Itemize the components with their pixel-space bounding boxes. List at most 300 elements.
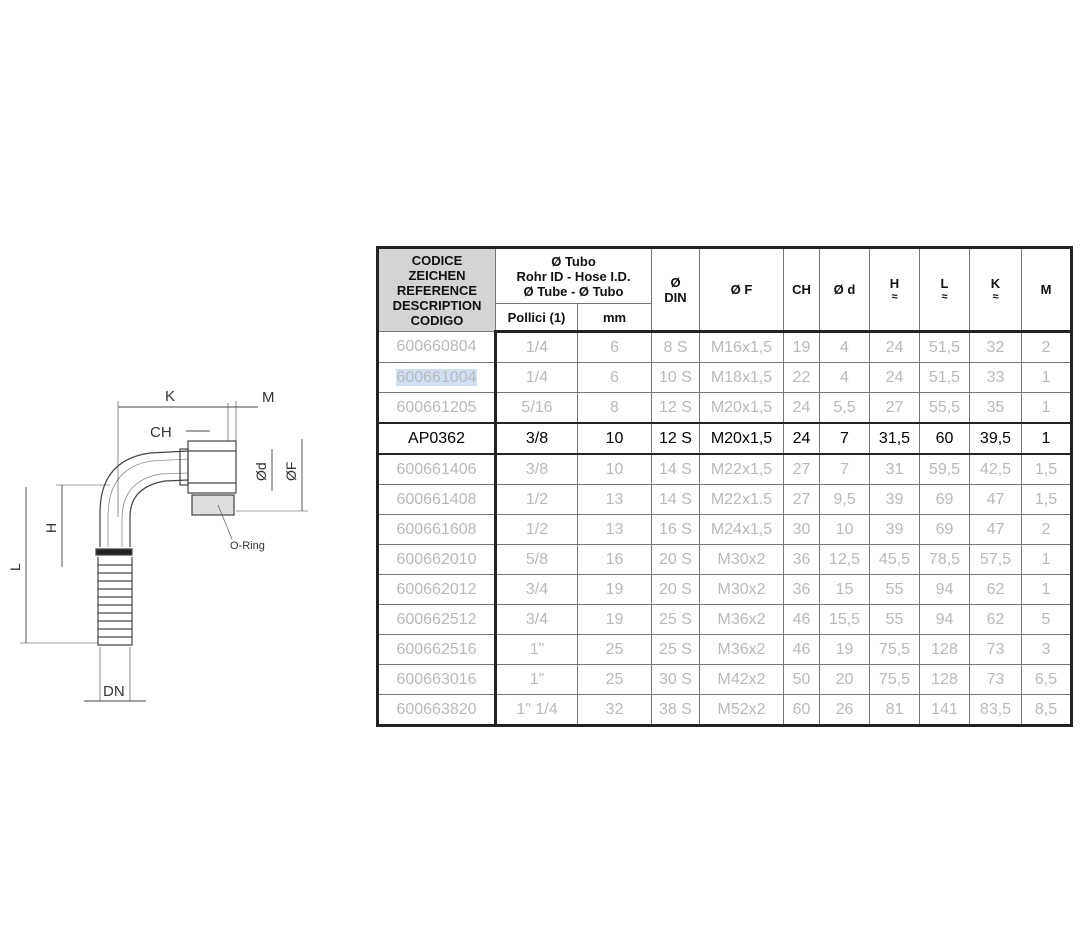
cell-text: 3/4 xyxy=(525,610,549,628)
cell-text: 1,5 xyxy=(1034,490,1058,508)
cell-text: 13 xyxy=(605,490,624,508)
cell-mm xyxy=(578,545,652,575)
cell-l xyxy=(920,393,970,424)
cell-din xyxy=(652,635,700,665)
cell-f xyxy=(700,485,784,515)
cell-text: 60 xyxy=(935,429,954,447)
cell-m xyxy=(1022,515,1072,545)
cell-mm xyxy=(578,635,652,665)
cell-text: 25 S xyxy=(659,610,692,628)
cell-text: 1" xyxy=(529,640,545,658)
cell-text: 30 S xyxy=(659,670,692,688)
cell-text: M42x2 xyxy=(717,670,766,688)
cell-text: 62 xyxy=(986,610,1005,628)
cell-ch xyxy=(784,515,820,545)
cell-text: 25 xyxy=(605,670,624,688)
cell-pollici xyxy=(496,363,578,393)
cell-text: M18x1,5 xyxy=(710,368,773,386)
cell-l xyxy=(920,545,970,575)
cell-l xyxy=(920,485,970,515)
cell-ch xyxy=(784,393,820,424)
cell-text: 19 xyxy=(605,580,624,598)
cell-ch xyxy=(784,665,820,695)
cell-text: 19 xyxy=(792,338,811,356)
cell-text: 16 S xyxy=(659,520,692,538)
cell-mm xyxy=(578,454,652,485)
cell-text: 31 xyxy=(885,460,904,478)
cell-k xyxy=(970,545,1022,575)
cell-text: 69 xyxy=(935,490,954,508)
cell-text: 7 xyxy=(840,460,849,478)
cell-text: 600661406 xyxy=(396,460,477,478)
cell-ch xyxy=(784,485,820,515)
cell-l xyxy=(920,635,970,665)
cell-m xyxy=(1022,575,1072,605)
cell-mm xyxy=(578,515,652,545)
cell-mm xyxy=(578,665,652,695)
cell-text: 6 xyxy=(610,338,619,356)
cell-f xyxy=(700,605,784,635)
table-row xyxy=(378,545,1072,575)
cell-text: 600663016 xyxy=(396,670,477,688)
cell-text: 47 xyxy=(986,520,1005,538)
cell-f xyxy=(700,454,784,485)
cell-m xyxy=(1022,605,1072,635)
cell-text: 15,5 xyxy=(828,610,861,628)
dim-m-label: M xyxy=(262,389,275,406)
cell-f xyxy=(700,332,784,363)
cell-din xyxy=(652,695,700,726)
cell-l xyxy=(920,515,970,545)
cell-text: 600661408 xyxy=(396,490,477,508)
cell-d xyxy=(820,635,870,665)
cell-k xyxy=(970,575,1022,605)
cell-f xyxy=(700,665,784,695)
cell-pollici xyxy=(496,575,578,605)
cell-text: 24 xyxy=(885,368,904,386)
cell-pollici xyxy=(496,515,578,545)
cell-text: 24 xyxy=(792,398,811,416)
cell-pollici xyxy=(496,423,578,454)
cell-text: 3/4 xyxy=(525,580,549,598)
cell-text: 47 xyxy=(986,490,1005,508)
cell-text: M30x2 xyxy=(717,550,766,568)
din-header: Ø DIN xyxy=(652,248,700,332)
cell-code[interactable] xyxy=(378,332,496,363)
table-row xyxy=(378,575,1072,605)
cell-text: 32 xyxy=(605,700,624,718)
cell-d xyxy=(820,695,870,726)
cell-text: 33 xyxy=(986,368,1005,386)
cell-text: 39,5 xyxy=(979,429,1012,447)
cell-text: 22 xyxy=(792,368,811,386)
cell-text: 25 S xyxy=(659,640,692,658)
cell-text: 1/2 xyxy=(525,520,549,538)
cell-text: 57,5 xyxy=(979,550,1012,568)
cell-k xyxy=(970,363,1022,393)
cell-f xyxy=(700,635,784,665)
cell-m xyxy=(1022,423,1072,454)
cell-text: 27 xyxy=(792,490,811,508)
cell-text: M16x1,5 xyxy=(710,338,773,356)
cell-h xyxy=(870,695,920,726)
cell-text: M30x2 xyxy=(717,580,766,598)
cell-code[interactable] xyxy=(378,393,496,424)
cell-mm xyxy=(578,332,652,363)
cell-mm xyxy=(578,363,652,393)
f-header: Ø F xyxy=(700,248,784,332)
cell-text: 55 xyxy=(885,580,904,598)
cell-d xyxy=(820,515,870,545)
cell-h xyxy=(870,332,920,363)
cell-text: 5 xyxy=(1041,610,1051,628)
cell-code[interactable] xyxy=(378,545,496,575)
cell-din xyxy=(652,545,700,575)
cell-d xyxy=(820,545,870,575)
cell-text: 1,5 xyxy=(1034,460,1058,478)
table-row xyxy=(378,605,1072,635)
cell-text: 13 xyxy=(605,520,624,538)
cell-text: 39 xyxy=(885,520,904,538)
cell-d xyxy=(820,423,870,454)
cell-h xyxy=(870,485,920,515)
cell-din xyxy=(652,485,700,515)
cell-text: 39 xyxy=(885,490,904,508)
cell-d xyxy=(820,485,870,515)
cell-h xyxy=(870,635,920,665)
cell-text: 26 xyxy=(835,700,854,718)
cell-l xyxy=(920,665,970,695)
cell-ch xyxy=(784,423,820,454)
cell-text: 15 xyxy=(835,580,854,598)
cell-k xyxy=(970,665,1022,695)
cell-text: 600662012 xyxy=(396,580,477,598)
cell-text: M22x1,5 xyxy=(710,460,773,478)
cell-k xyxy=(970,332,1022,363)
cell-text: AP0362 xyxy=(408,429,465,447)
cell-m xyxy=(1022,485,1072,515)
cell-text: 1" xyxy=(529,670,545,688)
cell-m xyxy=(1022,393,1072,424)
cell-text: 600661004 xyxy=(396,368,477,386)
cell-text: M52x2 xyxy=(717,700,766,718)
table-row xyxy=(378,635,1072,665)
cell-text: M20x1,5 xyxy=(710,429,773,447)
pollici-header: Pollici (1) xyxy=(496,304,578,332)
table-row xyxy=(378,515,1072,545)
cell-f xyxy=(700,393,784,424)
cell-pollici xyxy=(496,485,578,515)
cell-text: 1 xyxy=(1041,429,1051,447)
cell-d xyxy=(820,332,870,363)
tube-header: Ø Tubo Rohr ID - Hose I.D. Ø Tube - Ø Tubo xyxy=(496,248,652,304)
cell-text: M36x2 xyxy=(717,610,766,628)
cell-k xyxy=(970,515,1022,545)
cell-d xyxy=(820,575,870,605)
cell-text: 14 S xyxy=(659,460,692,478)
table-row xyxy=(378,665,1072,695)
cell-text: 2 xyxy=(1041,338,1051,356)
cell-text: 60 xyxy=(792,700,811,718)
cell-text: 73 xyxy=(986,640,1005,658)
cell-h xyxy=(870,605,920,635)
cell-text: 19 xyxy=(605,610,624,628)
cell-text: 20 xyxy=(835,670,854,688)
cell-pollici xyxy=(496,665,578,695)
cell-text: 10 xyxy=(605,429,624,447)
cell-pollici xyxy=(496,393,578,424)
cell-m xyxy=(1022,363,1072,393)
cell-text: 128 xyxy=(931,640,958,658)
cell-text: 1" 1/4 xyxy=(516,700,558,718)
o-ring-label: O-Ring xyxy=(230,540,265,552)
cell-text: 9,5 xyxy=(833,490,856,508)
cell-ch xyxy=(784,575,820,605)
cell-k xyxy=(970,423,1022,454)
l-header: L ≈ xyxy=(920,248,970,332)
cell-text: 73 xyxy=(986,670,1005,688)
cell-mm xyxy=(578,695,652,726)
cell-ch xyxy=(784,635,820,665)
cell-text: 81 xyxy=(885,700,904,718)
cell-text: 8 S xyxy=(663,338,688,356)
cell-text: 5/8 xyxy=(525,550,549,568)
table-row xyxy=(378,393,1072,424)
cell-pollici xyxy=(496,332,578,363)
cell-din xyxy=(652,423,700,454)
cell-text: 24 xyxy=(885,338,904,356)
table-row xyxy=(378,454,1072,485)
cell-k xyxy=(970,454,1022,485)
cell-text: 19 xyxy=(835,640,854,658)
cell-code[interactable] xyxy=(378,423,496,454)
cell-h xyxy=(870,454,920,485)
table-row xyxy=(378,695,1072,726)
cell-code[interactable] xyxy=(378,515,496,545)
cell-text: 20 S xyxy=(659,550,692,568)
cell-pollici xyxy=(496,695,578,726)
cell-h xyxy=(870,545,920,575)
cell-text: 1/2 xyxy=(525,490,549,508)
cell-text: 3/8 xyxy=(525,460,549,478)
cell-text: 600662516 xyxy=(396,640,477,658)
cell-f xyxy=(700,695,784,726)
cell-pollici xyxy=(496,605,578,635)
cell-text: 4 xyxy=(840,338,849,356)
mm-header: mm xyxy=(578,304,652,332)
cell-text: 59,5 xyxy=(928,460,961,478)
cell-text: M36x2 xyxy=(717,640,766,658)
cell-k xyxy=(970,605,1022,635)
dim-f-label: ØF xyxy=(283,461,299,481)
cell-mm xyxy=(578,605,652,635)
cell-text: 600660804 xyxy=(396,338,477,355)
cell-f xyxy=(700,545,784,575)
dim-dn-label: DN xyxy=(103,683,125,700)
cell-text: 27 xyxy=(885,398,904,416)
cell-text: 10 S xyxy=(659,368,692,386)
m-header: M xyxy=(1022,248,1072,332)
cell-text: 38 S xyxy=(659,700,692,718)
cell-l xyxy=(920,454,970,485)
cell-m xyxy=(1022,454,1072,485)
cell-din xyxy=(652,605,700,635)
cell-ch xyxy=(784,363,820,393)
cell-text: 1 xyxy=(1041,368,1051,386)
cell-d xyxy=(820,454,870,485)
cell-code[interactable] xyxy=(378,485,496,515)
cell-text: 600662010 xyxy=(396,550,477,568)
cell-text: 1 xyxy=(1041,398,1051,416)
cell-text: M24x1,5 xyxy=(710,520,773,538)
dim-h-label: H xyxy=(43,522,59,533)
cell-code[interactable] xyxy=(378,695,496,726)
cell-l xyxy=(920,332,970,363)
cell-text: 600662512 xyxy=(396,610,477,628)
cell-text: 51,5 xyxy=(928,338,961,356)
cell-text: 25 xyxy=(605,640,624,658)
cell-mm xyxy=(578,575,652,605)
cell-text: 1/4 xyxy=(525,368,549,386)
cell-h xyxy=(870,363,920,393)
cell-ch xyxy=(784,545,820,575)
cell-text: 600663820 xyxy=(396,700,477,718)
cell-f xyxy=(700,423,784,454)
table-row xyxy=(378,332,1072,363)
cell-text: M22x1.5 xyxy=(710,490,773,508)
cell-text: 8 xyxy=(610,398,619,416)
cell-code[interactable] xyxy=(378,635,496,665)
cell-text: 32 xyxy=(986,338,1005,356)
cell-text: 6 xyxy=(610,368,619,386)
cell-text: 46 xyxy=(792,610,811,628)
spec-table xyxy=(376,246,1073,727)
cell-din xyxy=(652,393,700,424)
dim-l-label: L xyxy=(7,563,23,571)
cell-din xyxy=(652,665,700,695)
cell-text: 94 xyxy=(935,580,954,598)
cell-text: 4 xyxy=(840,368,849,386)
cell-pollici xyxy=(496,454,578,485)
cell-text: 42,5 xyxy=(979,460,1012,478)
cell-ch xyxy=(784,605,820,635)
cell-text: 20 S xyxy=(659,580,692,598)
cell-text: 83,5 xyxy=(979,700,1012,718)
cell-text: 10 xyxy=(605,460,624,478)
cell-code[interactable] xyxy=(378,665,496,695)
cell-mm xyxy=(578,485,652,515)
cell-code[interactable] xyxy=(378,363,496,393)
cell-text: 55,5 xyxy=(928,398,961,416)
cell-text: 30 xyxy=(792,520,811,538)
cell-text: 6,5 xyxy=(1034,670,1058,688)
cell-text: 600661608 xyxy=(396,520,477,538)
cell-code[interactable] xyxy=(378,605,496,635)
cell-text: 1 xyxy=(1041,580,1051,598)
cell-text: 128 xyxy=(931,670,958,688)
cell-text: 3 xyxy=(1041,640,1051,658)
cell-l xyxy=(920,605,970,635)
cell-text: 16 xyxy=(605,550,624,568)
cell-text: 1 xyxy=(1041,550,1051,568)
cell-text: 50 xyxy=(792,670,811,688)
cell-text: 5/16 xyxy=(521,398,553,416)
cell-text: 5,5 xyxy=(833,398,856,416)
cell-ch xyxy=(784,695,820,726)
cell-f xyxy=(700,363,784,393)
cell-ch xyxy=(784,332,820,363)
cell-l xyxy=(920,363,970,393)
cell-text: M20x1,5 xyxy=(710,398,773,416)
cell-text: 24 xyxy=(792,429,811,447)
code-header: CODICE ZEICHEN REFERENCE DESCRIPTION CODIGO xyxy=(378,248,496,332)
cell-text: 10 xyxy=(835,520,854,538)
cell-l xyxy=(920,423,970,454)
cell-ch xyxy=(784,454,820,485)
cell-d xyxy=(820,605,870,635)
cell-din xyxy=(652,332,700,363)
cell-text: 75,5 xyxy=(878,640,911,658)
cell-din xyxy=(652,575,700,605)
cell-text: 12 S xyxy=(659,398,692,416)
cell-text: 7 xyxy=(840,429,849,447)
cell-text: 14 S xyxy=(659,490,692,508)
cell-text: 35 xyxy=(986,398,1005,416)
cell-text: 1/4 xyxy=(525,338,549,356)
cell-code[interactable] xyxy=(378,454,496,485)
cell-text: 94 xyxy=(935,610,954,628)
elbow-fitting-drawing xyxy=(0,255,372,715)
cell-code[interactable] xyxy=(378,575,496,605)
cell-text: 69 xyxy=(935,520,954,538)
cell-k xyxy=(970,393,1022,424)
cell-din xyxy=(652,454,700,485)
cell-text: 8,5 xyxy=(1034,700,1058,718)
cell-din xyxy=(652,363,700,393)
cell-d xyxy=(820,363,870,393)
ch-header: CH xyxy=(784,248,820,332)
dim-ch-label: CH xyxy=(150,424,172,441)
dim-d-label: Ød xyxy=(253,462,269,481)
cell-m xyxy=(1022,665,1072,695)
table-row xyxy=(378,363,1072,393)
cell-f xyxy=(700,575,784,605)
dim-k-label: K xyxy=(165,388,176,405)
cell-pollici xyxy=(496,635,578,665)
cell-mm xyxy=(578,393,652,424)
cell-text: 46 xyxy=(792,640,811,658)
cell-d xyxy=(820,393,870,424)
cell-text: 75,5 xyxy=(878,670,911,688)
cell-din xyxy=(652,515,700,545)
cell-mm xyxy=(578,423,652,454)
cell-text: 2 xyxy=(1041,520,1051,538)
cell-h xyxy=(870,393,920,424)
cell-text: 36 xyxy=(792,550,811,568)
cell-text: 3/8 xyxy=(525,429,549,447)
k-header: K ≈ xyxy=(970,248,1022,332)
cell-text: 55 xyxy=(885,610,904,628)
cell-k xyxy=(970,485,1022,515)
cell-text: 12,5 xyxy=(828,550,861,568)
cell-l xyxy=(920,695,970,726)
cell-m xyxy=(1022,635,1072,665)
cell-l xyxy=(920,575,970,605)
table-row xyxy=(378,423,1072,454)
cell-m xyxy=(1022,695,1072,726)
cell-text: 36 xyxy=(792,580,811,598)
cell-d xyxy=(820,665,870,695)
